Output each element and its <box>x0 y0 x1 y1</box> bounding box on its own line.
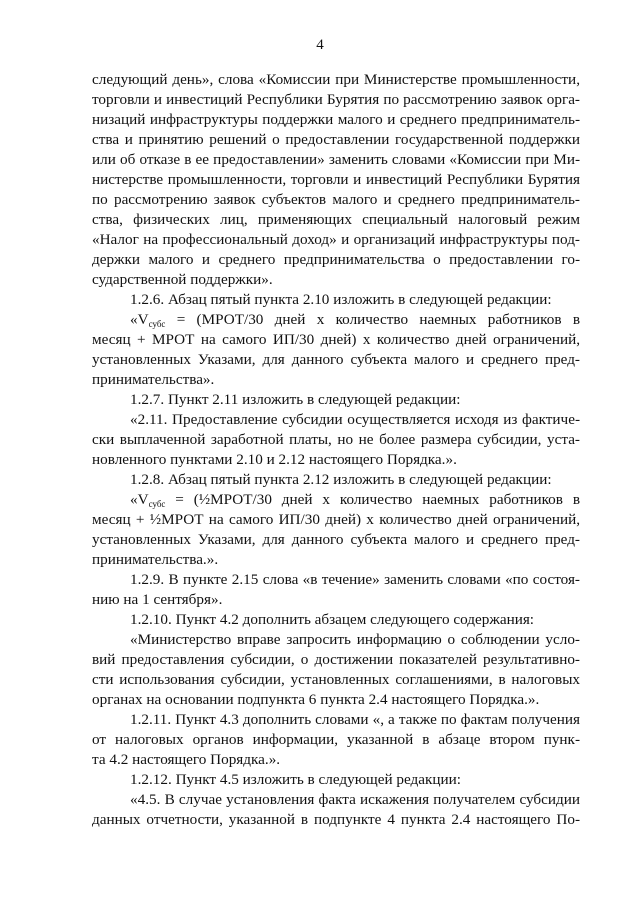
text-line <box>92 610 580 630</box>
line-text: ства, физических лиц, применяющих специальный налоговый режим <box>92 211 580 228</box>
text-line <box>92 490 580 510</box>
line-text: ски выплаченной заработной платы, но не более размера субсидии, уста- <box>92 431 580 448</box>
line-text: 1.2.10. Пункт 4.2 дополнить абзацем следующего содержания: <box>130 611 535 628</box>
line-text: торговли и инвестиций Республики Бурятия по рассмотрению заявок орга- <box>92 91 580 108</box>
text-line <box>92 90 580 110</box>
text-line <box>92 590 580 610</box>
text-line <box>92 170 580 190</box>
line-text: низаций инфраструктуры поддержки малого и среднего предприниматель- <box>92 111 580 128</box>
text-line <box>92 650 580 670</box>
text-line <box>92 710 580 730</box>
formula-subscript: субс <box>148 319 166 329</box>
line-text: = (МРОТ/30 дней х количество наемных работников в <box>165 311 580 328</box>
line-text: держки малого и среднего предпринимательства о предоставлении го- <box>92 251 580 268</box>
line-text: месяц + МРОТ на самого ИП/30 дней) х количество дней ограничений, <box>92 331 580 348</box>
text-line <box>92 250 580 270</box>
line-text: нистерстве промышленности, торговли и инвестиций Республики Бурятия <box>92 171 580 188</box>
line-text: та 4.2 настоящего Порядка.». <box>92 751 281 768</box>
line-text: 1.2.11. Пункт 4.3 дополнить словами «, а также по фактам получения <box>130 711 580 728</box>
line-text: сти использования субсидии, установленных соглашениями, в налоговых <box>92 671 580 688</box>
line-text: нию на 1 сентября». <box>92 591 223 608</box>
text-line <box>92 430 580 450</box>
line-text: 1.2.6. Абзац пятый пункта 2.10 изложить в следующей редакции: <box>130 291 552 308</box>
text-line <box>92 730 580 750</box>
text-line <box>92 390 580 410</box>
text-line <box>92 310 580 330</box>
text-line <box>92 270 580 290</box>
line-text: от налоговых органов информации, указанной в абзаце втором пунк- <box>92 731 580 748</box>
text-line <box>92 530 580 550</box>
text-line <box>92 150 580 170</box>
line-text: следующий день», слова «Комиссии при Министерстве промышленности, <box>92 71 580 88</box>
text-line <box>92 190 580 210</box>
document-body <box>92 70 580 830</box>
line-text: «Налог на профессиональный доход» и организаций инфраструктуры под- <box>92 231 580 248</box>
line-text: = (½МРОТ/30 дней х количество наемных работников в <box>165 491 580 508</box>
text-line <box>92 510 580 530</box>
line-text: принимательства». <box>92 371 215 388</box>
formula-variable: «V <box>130 491 149 508</box>
text-line <box>92 750 580 770</box>
line-text: новленного пунктами 2.10 и 2.12 настоящего Порядка.». <box>92 451 457 468</box>
text-line <box>92 130 580 150</box>
line-text: по рассмотрению заявок субъектов малого и среднего предприниматель- <box>92 191 580 208</box>
formula-subscript: субс <box>148 499 166 509</box>
text-line <box>92 450 580 470</box>
formula-variable: «V <box>130 311 149 328</box>
text-line <box>92 670 580 690</box>
line-text: установленных Указами, для данного субъекта малого и среднего пред- <box>92 351 580 368</box>
line-text: или об отказе в ее предоставлении» заменить словами «Комиссии при Ми- <box>92 151 580 168</box>
text-line <box>92 470 580 490</box>
text-line <box>92 790 580 810</box>
text-line <box>92 230 580 250</box>
line-text: ства и принятию решений о предоставлении государственной поддержки <box>92 131 580 148</box>
page-number: 4 <box>316 37 324 53</box>
text-line <box>92 370 580 390</box>
line-text: 1.2.12. Пункт 4.5 изложить в следующей редакции: <box>130 771 461 788</box>
line-text: «2.11. Предоставление субсидии осуществляется исходя из фактиче- <box>130 411 580 428</box>
text-line <box>92 630 580 650</box>
line-text: месяц + ½МРОТ на самого ИП/30 дней) х количество дней ограничений, <box>92 511 580 528</box>
text-line <box>92 810 580 830</box>
text-line <box>92 690 580 710</box>
text-line <box>92 70 580 90</box>
text-line <box>92 570 580 590</box>
line-text: «4.5. В случае установления факта искажения получателем субсидии <box>130 791 580 808</box>
text-line <box>92 410 580 430</box>
line-text: «Министерство вправе запросить информацию о соблюдении усло- <box>130 631 580 648</box>
text-line <box>92 350 580 370</box>
line-text: сударственной поддержки». <box>92 271 273 288</box>
text-line <box>92 110 580 130</box>
text-line <box>92 290 580 310</box>
line-text: вий предоставления субсидии, о достижении показателей результативно- <box>92 651 580 668</box>
line-text: органах на основании подпункта 6 пункта 2.4 настоящего Порядка.». <box>92 691 540 708</box>
line-text: 1.2.9. В пункте 2.15 слова «в течение» заменить словами «по состоя- <box>130 571 580 588</box>
text-line <box>92 550 580 570</box>
line-text: 1.2.8. Абзац пятый пункта 2.12 изложить в следующей редакции: <box>130 471 552 488</box>
text-line <box>92 330 580 350</box>
line-text: 1.2.7. Пункт 2.11 изложить в следующей редакции: <box>130 391 461 408</box>
text-line <box>92 770 580 790</box>
line-text: принимательства.». <box>92 551 219 568</box>
line-text: установленных Указами, для данного субъекта малого и среднего пред- <box>92 531 580 548</box>
line-text: данных отчетности, указанной в подпункте 4 пункта 2.4 настоящего По- <box>92 811 580 828</box>
text-line <box>92 210 580 230</box>
